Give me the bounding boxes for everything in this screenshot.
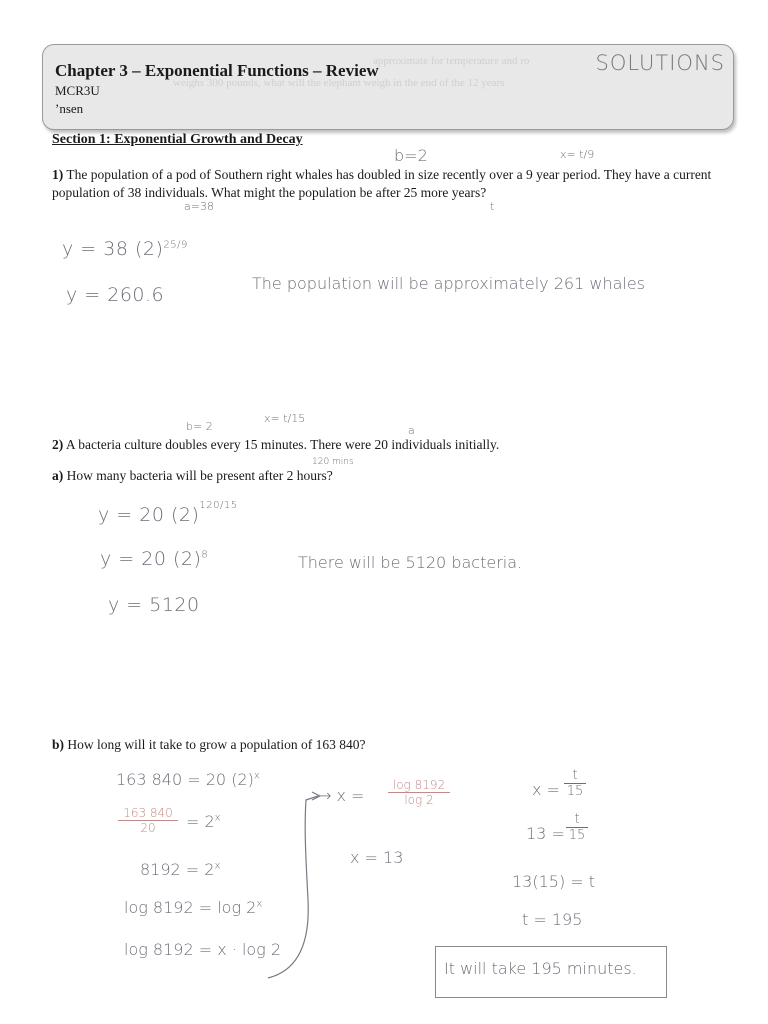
question-number: 1) [52,167,64,182]
question-part-label: b) [52,737,65,752]
annotation-b: b=2 [394,146,428,165]
work-line-text: log 8192 = log 2 [124,898,257,917]
bleed-through-text: approximate for temperature and ro [373,55,530,67]
work-line: x = 13 [350,848,404,867]
work-line: y = 5120 [108,594,200,616]
question-part-label: a) [52,468,64,483]
fraction-numerator: t [564,768,586,784]
question-text: A bacteria culture doubles every 15 minutes. There were 20 individuals initially. [65,437,500,452]
question-text: How many bacteria will be present after 2 hours? [66,468,333,483]
handwritten-answer: There will be 5120 bacteria. [298,553,523,572]
fraction-denominator: 20 [140,821,156,835]
annotation-b: b= 2 [186,420,213,433]
work-line: 13 = [526,824,565,843]
fraction-denominator: log 2 [404,793,434,807]
work-line-text: 8192 = 2 [140,860,215,879]
question-number: 2) [52,437,64,452]
work-line-text: = 2 [186,812,215,831]
work-line: log 8192 = x · log 2 [124,940,282,959]
work-line-text: 163 840 = 20 (2) [116,770,254,789]
annotation-a: a=38 [184,200,214,213]
exponent: 25/9 [163,239,188,251]
exponent: x [214,860,221,872]
fraction-numerator: log 8192 [388,778,450,793]
work-line-text: y = 20 (2) [98,504,200,526]
handwritten-answer: It will take 195 minutes. [444,959,637,978]
exponent: 120/15 [199,499,238,511]
question-text: The population of a pod of Southern right whales has doubled in size recently over a 9 year period. They have a current population of 38 individuals. What might the population be after 25 more years? [52,167,712,200]
question-text: How long will it take to grow a population of 163 840? [67,737,366,752]
work-line: t = 195 [522,910,583,929]
fraction-numerator: t [566,812,588,828]
work-line-text: y = 38 (2) [62,238,164,260]
annotation-t: t [490,200,495,213]
annotation-x: x= t/15 [264,412,306,425]
exponent: x [253,770,260,782]
bleed-through-text: weighs 300 pounds, what will the elephant weigh in the end of the 12 years [173,77,505,89]
section-heading: Section 1: Exponential Growth and Decay [52,132,303,147]
work-line-text: y = 20 (2) [100,548,202,570]
fraction-denominator: 15 [568,828,586,843]
work-line: x = [532,780,560,799]
annotation-mins: 120 mins [312,457,354,467]
work-line: → x = [318,786,365,805]
exponent: x [256,898,263,910]
chapter-title: Chapter 3 – Exponential Functions – Review [55,61,379,80]
annotation-a: a [408,424,415,437]
fraction-numerator: 163 840 [118,806,178,821]
course-code: MCR3U [55,83,100,98]
handwritten-answer: The population will be approximately 261 whales [252,274,646,293]
exponent: 8 [201,549,209,561]
annotation-x: x= t/9 [560,148,595,161]
work-line: 13(15) = t [512,872,596,891]
solutions-stamp: SOLUTIONS [595,51,725,75]
teacher-name: ’nsen [55,101,84,116]
exponent: x [214,812,221,824]
fraction-denominator: 15 [566,784,584,799]
work-line: y = 260.6 [66,284,165,306]
